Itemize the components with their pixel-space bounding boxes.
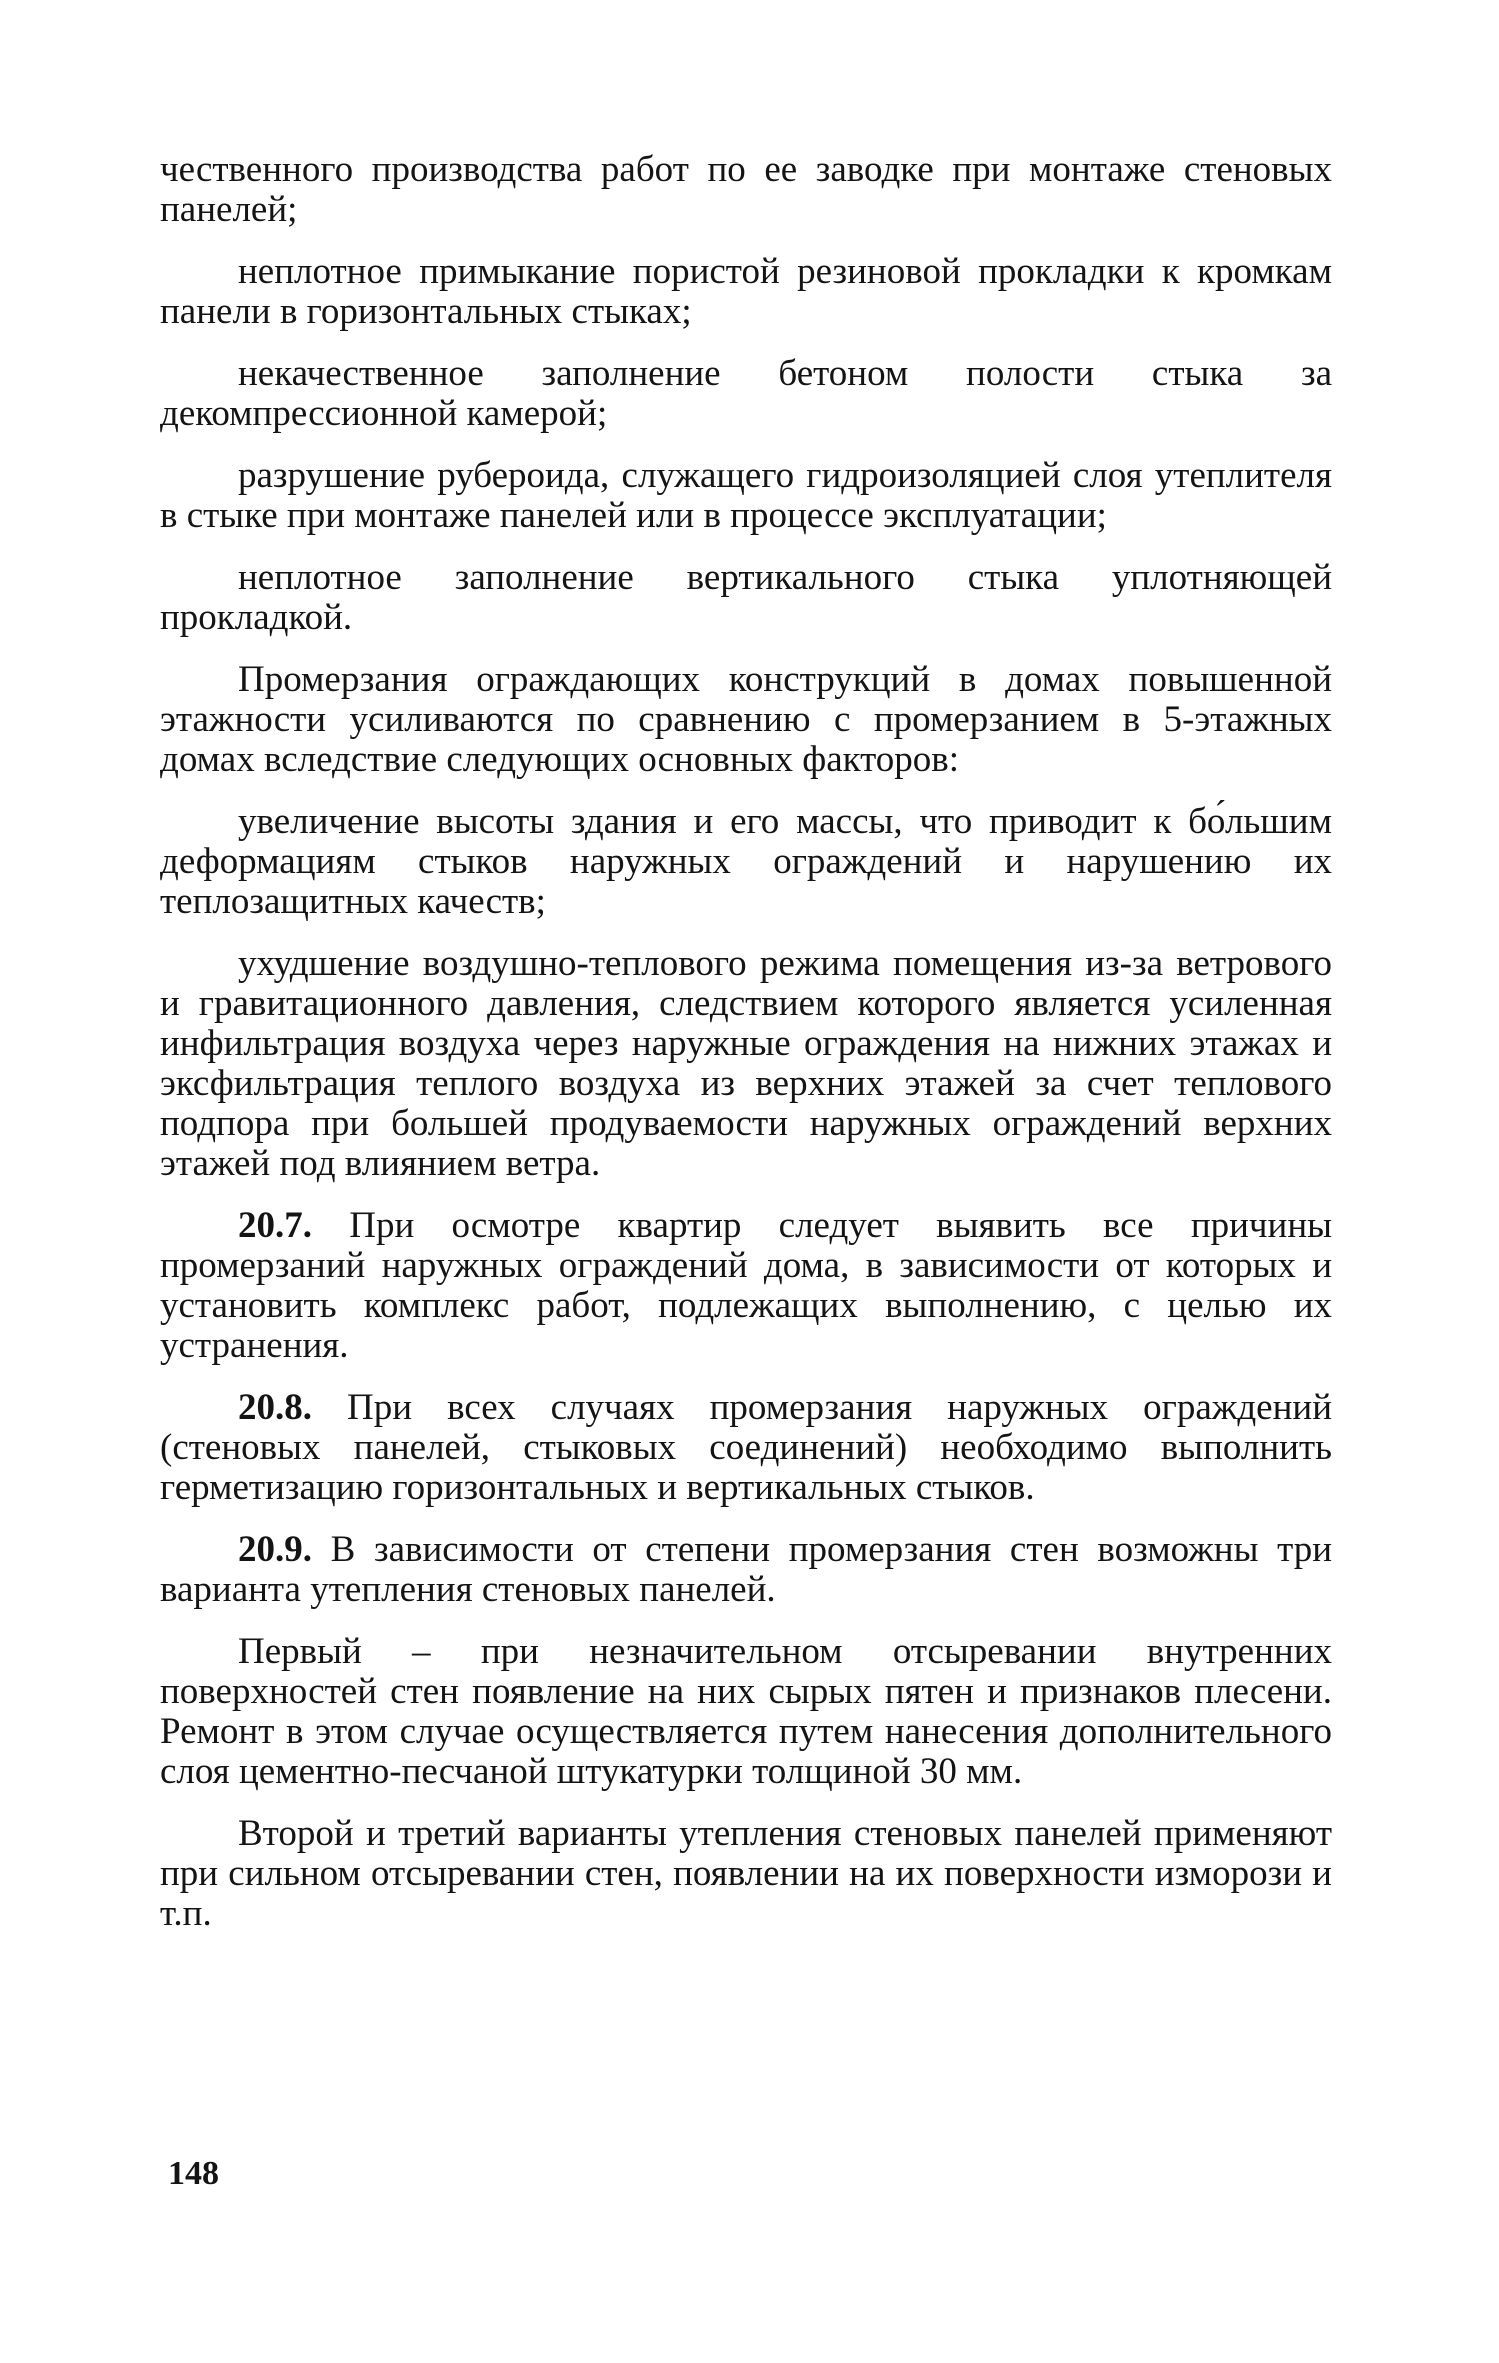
paragraph-8 (160, 944, 1332, 1184)
section-number-20-9: 20.9. (238, 1529, 312, 1570)
paragraph-12-text: Первый – при незначительном отсыревании внутренних поверхностей стен появление на них сырых пятен и признаков плесени. Ремонт в этом случае осуществляется путем нанесения дополнительного слоя цементно-песчаной штукатурки толщиной 30 мм. (160, 1631, 1332, 1792)
section-20-8 (160, 1388, 1332, 1508)
page-number: 148 (168, 2155, 219, 2192)
section-20-7 (160, 1206, 1332, 1366)
section-20-8-text: При всех случаях промерзания наружных ограждений (стеновых панелей, стыковых соединений) необходимо выполнить герметизацию горизонтальных и вертикальных стыков. (160, 1387, 1332, 1508)
paragraph-1 (160, 150, 1332, 230)
paragraph-13 (160, 1814, 1332, 1934)
section-20-9 (160, 1530, 1332, 1610)
paragraph-3 (160, 354, 1332, 434)
section-20-7-text: При осмотре квартир следует выявить все причины промерзаний наружных ограждений дома, в зависимости от которых и установить комплекс работ, подлежащих выполнению, с целью их устранения. (160, 1205, 1333, 1366)
paragraph-2 (160, 252, 1332, 332)
paragraph-4 (160, 456, 1332, 536)
section-number-20-7: 20.7. (238, 1205, 312, 1246)
page-body (160, 150, 1332, 1956)
paragraph-5-text: неплотное заполнение вертикального стыка уплотняющей прокладкой. (160, 557, 1332, 638)
paragraph-1-text: чественного производства работ по ее заводке при монтаже стеновых панелей; (160, 149, 1332, 230)
paragraph-13-text: Второй и третий варианты утепления стеновых панелей применяют при сильном отсыревании стен, появлении на их поверхности изморози и т.п. (160, 1813, 1332, 1934)
section-number-20-8: 20.8. (238, 1387, 312, 1428)
paragraph-7 (160, 802, 1332, 922)
paragraph-3-text: некачественное заполнение бетоном полости стыка за декомпрессионной камерой; (160, 353, 1332, 434)
paragraph-7-text: увеличение высоты здания и его массы, что приводит к бо́льшим деформациям стыков наружных ограждений и нарушению их теплозащитных качеств; (160, 801, 1332, 922)
paragraph-8-text: ухудшение воздушно-теплового режима помещения из-за ветрового и гравитационного давления, следствием которого является усиленная инфильтрация воздуха через наружные ограждения на нижних этажах и эксфильтрация теплого воздуха из верхних этажей за счет теплового подпора при большей продуваемости наружных ограждений верхних этажей под влиянием ветра. (160, 943, 1332, 1184)
paragraph-5 (160, 558, 1332, 638)
paragraph-2-text: неплотное примыкание пористой резиновой прокладки к кромкам панели в горизонтальных стыках; (160, 251, 1332, 332)
paragraph-4-text: разрушение рубероида, служащего гидроизоляцией слоя утеплителя в стыке при монтаже панелей или в процессе эксплуатации; (160, 455, 1332, 536)
paragraph-6 (160, 660, 1332, 780)
section-20-9-text: В зависимости от степени промерзания стен возможны три варианта утепления стеновых панелей. (160, 1529, 1333, 1610)
paragraph-12 (160, 1632, 1332, 1792)
paragraph-6-text: Промерзания ограждающих конструкций в домах повышенной этажности усиливаются по сравнению с промерзанием в 5-этажных домах вследствие следующих основных факторов: (160, 659, 1332, 780)
